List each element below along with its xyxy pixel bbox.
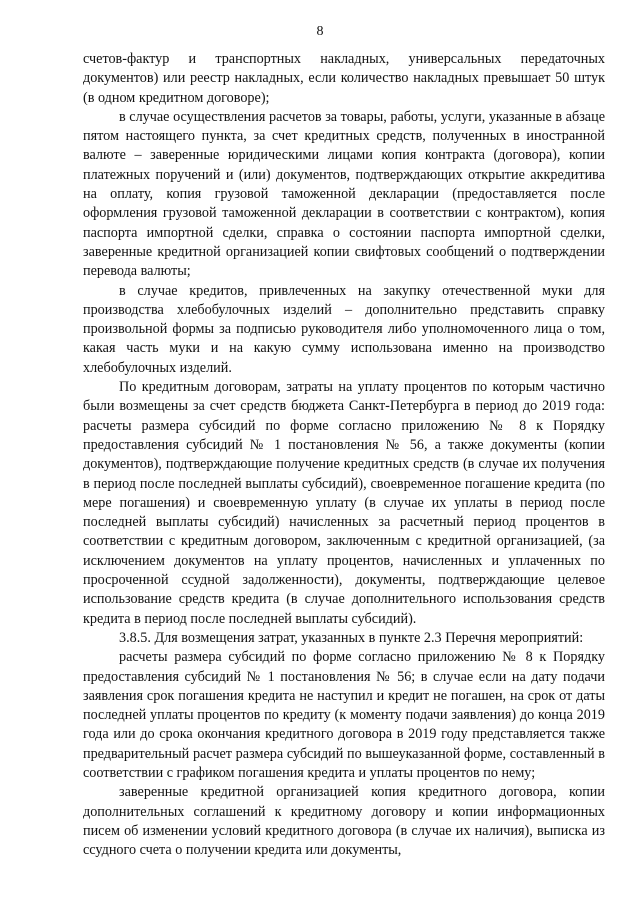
paragraph-prior-credit-agreements: По кредитным договорам, затраты на уплату процентов по которым частично были возмещены за счет средств бюджета Санкт-Петербурга в период до 2019 года: расчеты размера субсидий по форме согласно приложению № 8 к Порядку предоставления субсидий № 1 постановления № 56, а также документы (копии документов), подтверждающие получение кредитных средств (в случае их получения в период после последней выплаты субсидий), своевременное погашение кредита (по мере погашения) и своевременную уплату (в случае их уплаты в период после последней выплаты субсидий) начисленных за расчетный период процентов в соответствии с кредитным договором, заключенным с кредитной организацией, (за исключением документов на уплату процентов, начисленных и уплаченных по просроченной ссудной задолженности), документы, подтверждающие целевое использование средств кредита (в случае дополнительного использования средств кредита в период после последней выплаты субсидий). (83, 379, 605, 627)
paragraph-certified-copies: заверенные кредитной организацией копия кредитного договора, копии дополнительных соглашений к кредитному договору и копии информационных писем об изменении условий кредитного договора (в случае их наличия), выписка из ссудного счета о получении кредита или документы, (83, 784, 605, 859)
clause-text: Для возмещения затрат, указанных в пункте 2.3 Перечня мероприятий: (154, 629, 584, 646)
page-number: 8 (316, 24, 324, 39)
clause-number: 3.8.5. (119, 629, 151, 646)
document-body (83, 50, 605, 860)
paragraph-flour-credits: в случае кредитов, привлеченных на закупку отечественной муки для производства хлебобулочных изделий – дополнительно представить справку произвольной формы за подписью руководителя либо уполномоченного лица о том, какая часть муки и на какую сумму использована именно на производство хлебобулочных изделий. (83, 282, 605, 376)
paragraph-continuation: счетов-фактур и транспортных накладных, универсальных передаточных документов) или реестр накладных, если количество накладных превышает 50 штук (в одном кредитном договоре); (83, 51, 605, 106)
paragraph-foreign-currency: в случае осуществления расчетов за товары, работы, услуги, указанные в абзаце пятом настоящего пункта, за счет кредитных средств, полученных в иностранной валюте – заверенные юридическими лицами копия контракта (договора), копии платежных поручений и (или) документов, подтверждающих открытие аккредитива на оплату, копия грузовой таможенной декларации (предоставляется после оформления грузовой таможенной декларации в соответствии с контрактом), копия паспорта импортной сделки, справка о состоянии паспорта импортной сделки, заверенные кредитной организацией копии свифтовых сообщений о подтверждении перевода валюты; (83, 108, 605, 280)
paragraph-3-8-5 (83, 629, 605, 648)
paragraph-subsidy-calculations: расчеты размера субсидий по форме согласно приложению № 8 к Порядку предоставления субсидий № 1 постановления № 56; в случае если на дату подачи заявления срок погашения кредита не наступил и кредит не погашен, на срок от даты последней уплаты процентов по кредиту (к моменту подачи заявления) до конца 2019 года или до срока окончания кредитного договора в 2019 году представляется также предварительный расчет размера субсидий по вышеуказанной форме, составленный в соответствии с графиком погашения кредита и уплаты процентов по нему; (83, 649, 605, 781)
